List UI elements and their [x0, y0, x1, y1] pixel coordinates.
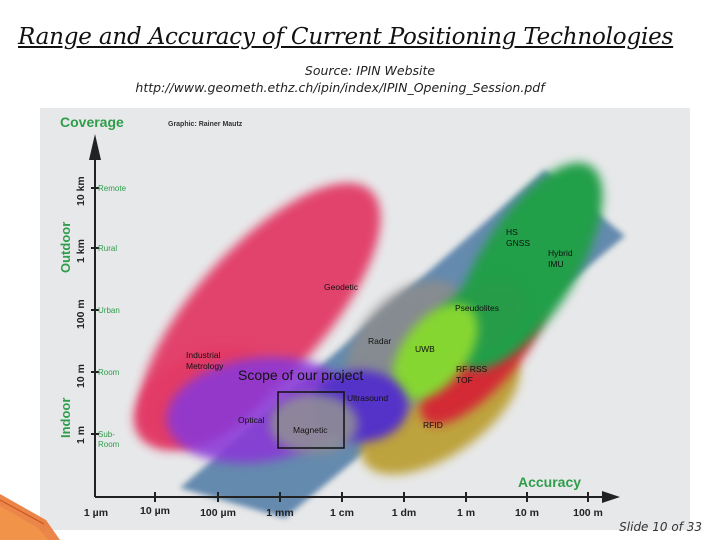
y-tick-label: 100 m [75, 299, 87, 329]
y-class-label: Remote [98, 184, 127, 193]
pseudolites-label: Pseudolites [455, 303, 499, 313]
y-tick-label: 10 m [75, 364, 87, 388]
y-class-label: Urban [98, 306, 120, 315]
optical-label: Optical [238, 415, 265, 425]
x-tick-label: 100 m [573, 507, 603, 519]
geodetic-label: Geodetic [324, 282, 359, 292]
y-class-label: Sub- [98, 430, 115, 439]
x-tick-label: 100 µm [200, 507, 236, 519]
y-class-label: Room [98, 368, 120, 377]
y-axis-title: Coverage [60, 114, 124, 130]
x-tick-label: 1 dm [391, 507, 417, 519]
graphic-credit: Graphic: Rainer Mautz [168, 121, 243, 128]
source-label: Source: IPIN Website [304, 63, 436, 78]
x-tick-label: 1 cm [330, 507, 354, 519]
rf-label: RF RSS [456, 364, 488, 374]
hybrid-imu-label: IMU [548, 259, 564, 269]
decorative-swoosh [0, 450, 60, 540]
rf-label: TOF [456, 375, 473, 385]
industrial-metrology-label: Industrial [186, 350, 221, 360]
rfid-label: RFID [423, 420, 443, 430]
y-tick-label: 1 km [75, 239, 87, 263]
slide-title: Range and Accuracy of Current Positioning Technologies [18, 24, 674, 50]
x-axis-title: Accuracy [518, 474, 582, 490]
y-tick-label: 10 km [75, 176, 87, 206]
hs-gnss-label: GNSS [506, 238, 531, 248]
y-class-label: Rural [98, 244, 118, 253]
x-tick-label: 10 m [515, 507, 539, 519]
x-tick-label: 10 µm [140, 505, 170, 517]
outdoor-label: Outdoor [58, 221, 73, 273]
scope-label: Scope of our project [238, 367, 364, 383]
radar-label: Radar [368, 336, 392, 346]
slide-number: Slide 10 of 33 [619, 520, 702, 534]
hs-gnss-label: HS [506, 227, 518, 237]
hybrid-imu-label: Hybrid [548, 248, 573, 258]
ultrasound-label: Ultrasound [347, 393, 389, 403]
positioning-technology-diagram [40, 108, 690, 530]
magnetic-area [270, 394, 358, 454]
x-tick-label: 1 m [456, 507, 476, 519]
x-tick-label: 1 µm [83, 507, 109, 519]
indoor-label: Indoor [58, 397, 73, 438]
magnetic-label: Magnetic [293, 425, 328, 435]
uwb-label: UWB [415, 344, 435, 354]
source-url[interactable]: http://www.geometh.ethz.ch/ipin/index/IPIN_Opening_Session.pdf [135, 80, 545, 95]
y-tick-label: 1 m [75, 425, 87, 444]
industrial-metrology-label: Metrology [186, 361, 224, 371]
y-class-label: Room [98, 440, 120, 449]
x-tick-label: 1 mm [266, 507, 294, 519]
